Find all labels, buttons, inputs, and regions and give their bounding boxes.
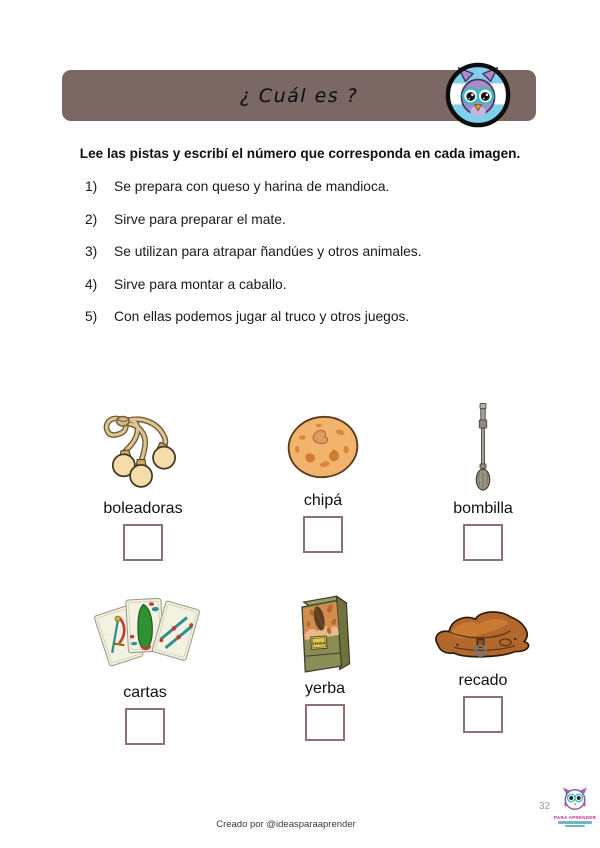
clue-text: Sirve para montar a caballo. xyxy=(114,276,287,292)
clue-text: Se prepara con queso y harina de mandioca. xyxy=(114,179,390,194)
item-boleadoras xyxy=(78,404,208,561)
item-bombilla xyxy=(418,402,548,561)
item-label-bombilla: bombilla xyxy=(453,500,513,517)
yerba-package-label: YERBA xyxy=(312,641,326,647)
clue-list xyxy=(85,179,555,342)
answer-box-yerba[interactable] xyxy=(305,704,345,741)
clue-number: 5) xyxy=(85,309,98,325)
clue-row xyxy=(85,277,555,310)
item-label-chipa: chipá xyxy=(303,492,343,509)
item-cartas xyxy=(80,592,210,745)
answer-box-cartas[interactable] xyxy=(125,708,165,745)
item-label-cartas: cartas xyxy=(123,684,167,701)
recado-image xyxy=(429,606,537,668)
clue-row xyxy=(85,309,555,342)
owl-badge-icon xyxy=(444,61,512,129)
answer-box-chipa[interactable] xyxy=(303,516,343,553)
item-recado xyxy=(418,606,548,733)
item-label-boleadoras: boleadoras xyxy=(103,500,183,517)
logo-owl-icon xyxy=(560,785,590,811)
answer-box-boleadoras[interactable] xyxy=(123,524,163,561)
logo-tagline-line xyxy=(565,825,585,827)
clue-number: 4) xyxy=(85,276,98,292)
logo-tagline-line xyxy=(558,821,592,823)
bombilla-image xyxy=(473,402,493,496)
brand-logo xyxy=(553,785,597,827)
instruction-text: Lee las pistas y escribí el número que corresponda en cada imagen. xyxy=(79,146,521,161)
clue-row xyxy=(85,212,555,245)
answer-box-recado[interactable] xyxy=(463,696,503,733)
item-chipa xyxy=(258,406,388,553)
clue-number: 2) xyxy=(85,211,98,227)
answer-box-bombilla[interactable] xyxy=(463,524,503,561)
clue-text: Se utilizan para atrapar ñandúes y otros animales. xyxy=(114,244,422,260)
chipa-image xyxy=(280,406,366,488)
credit-text: Creado por @ideasparaaprender xyxy=(216,819,356,830)
clue-text: Con ellas podemos jugar al truco y otros juegos. xyxy=(114,309,410,325)
item-label-recado: recado xyxy=(458,672,508,689)
clue-number: 1) xyxy=(85,179,98,194)
clue-text: Sirve para preparar el mate. xyxy=(114,211,286,227)
boleadoras-image xyxy=(95,404,191,496)
item-label-yerba: yerba xyxy=(304,680,346,697)
cartas-image xyxy=(88,592,202,680)
logo-text: PARA APRENDER xyxy=(554,815,596,820)
clue-row xyxy=(85,244,555,277)
yerba-image xyxy=(292,584,358,676)
clue-number: 3) xyxy=(85,244,98,260)
clue-row xyxy=(85,179,555,212)
item-yerba xyxy=(260,584,390,741)
page-number: 32 xyxy=(539,801,551,812)
page-title: ¿ Cuál es ? xyxy=(239,84,359,107)
